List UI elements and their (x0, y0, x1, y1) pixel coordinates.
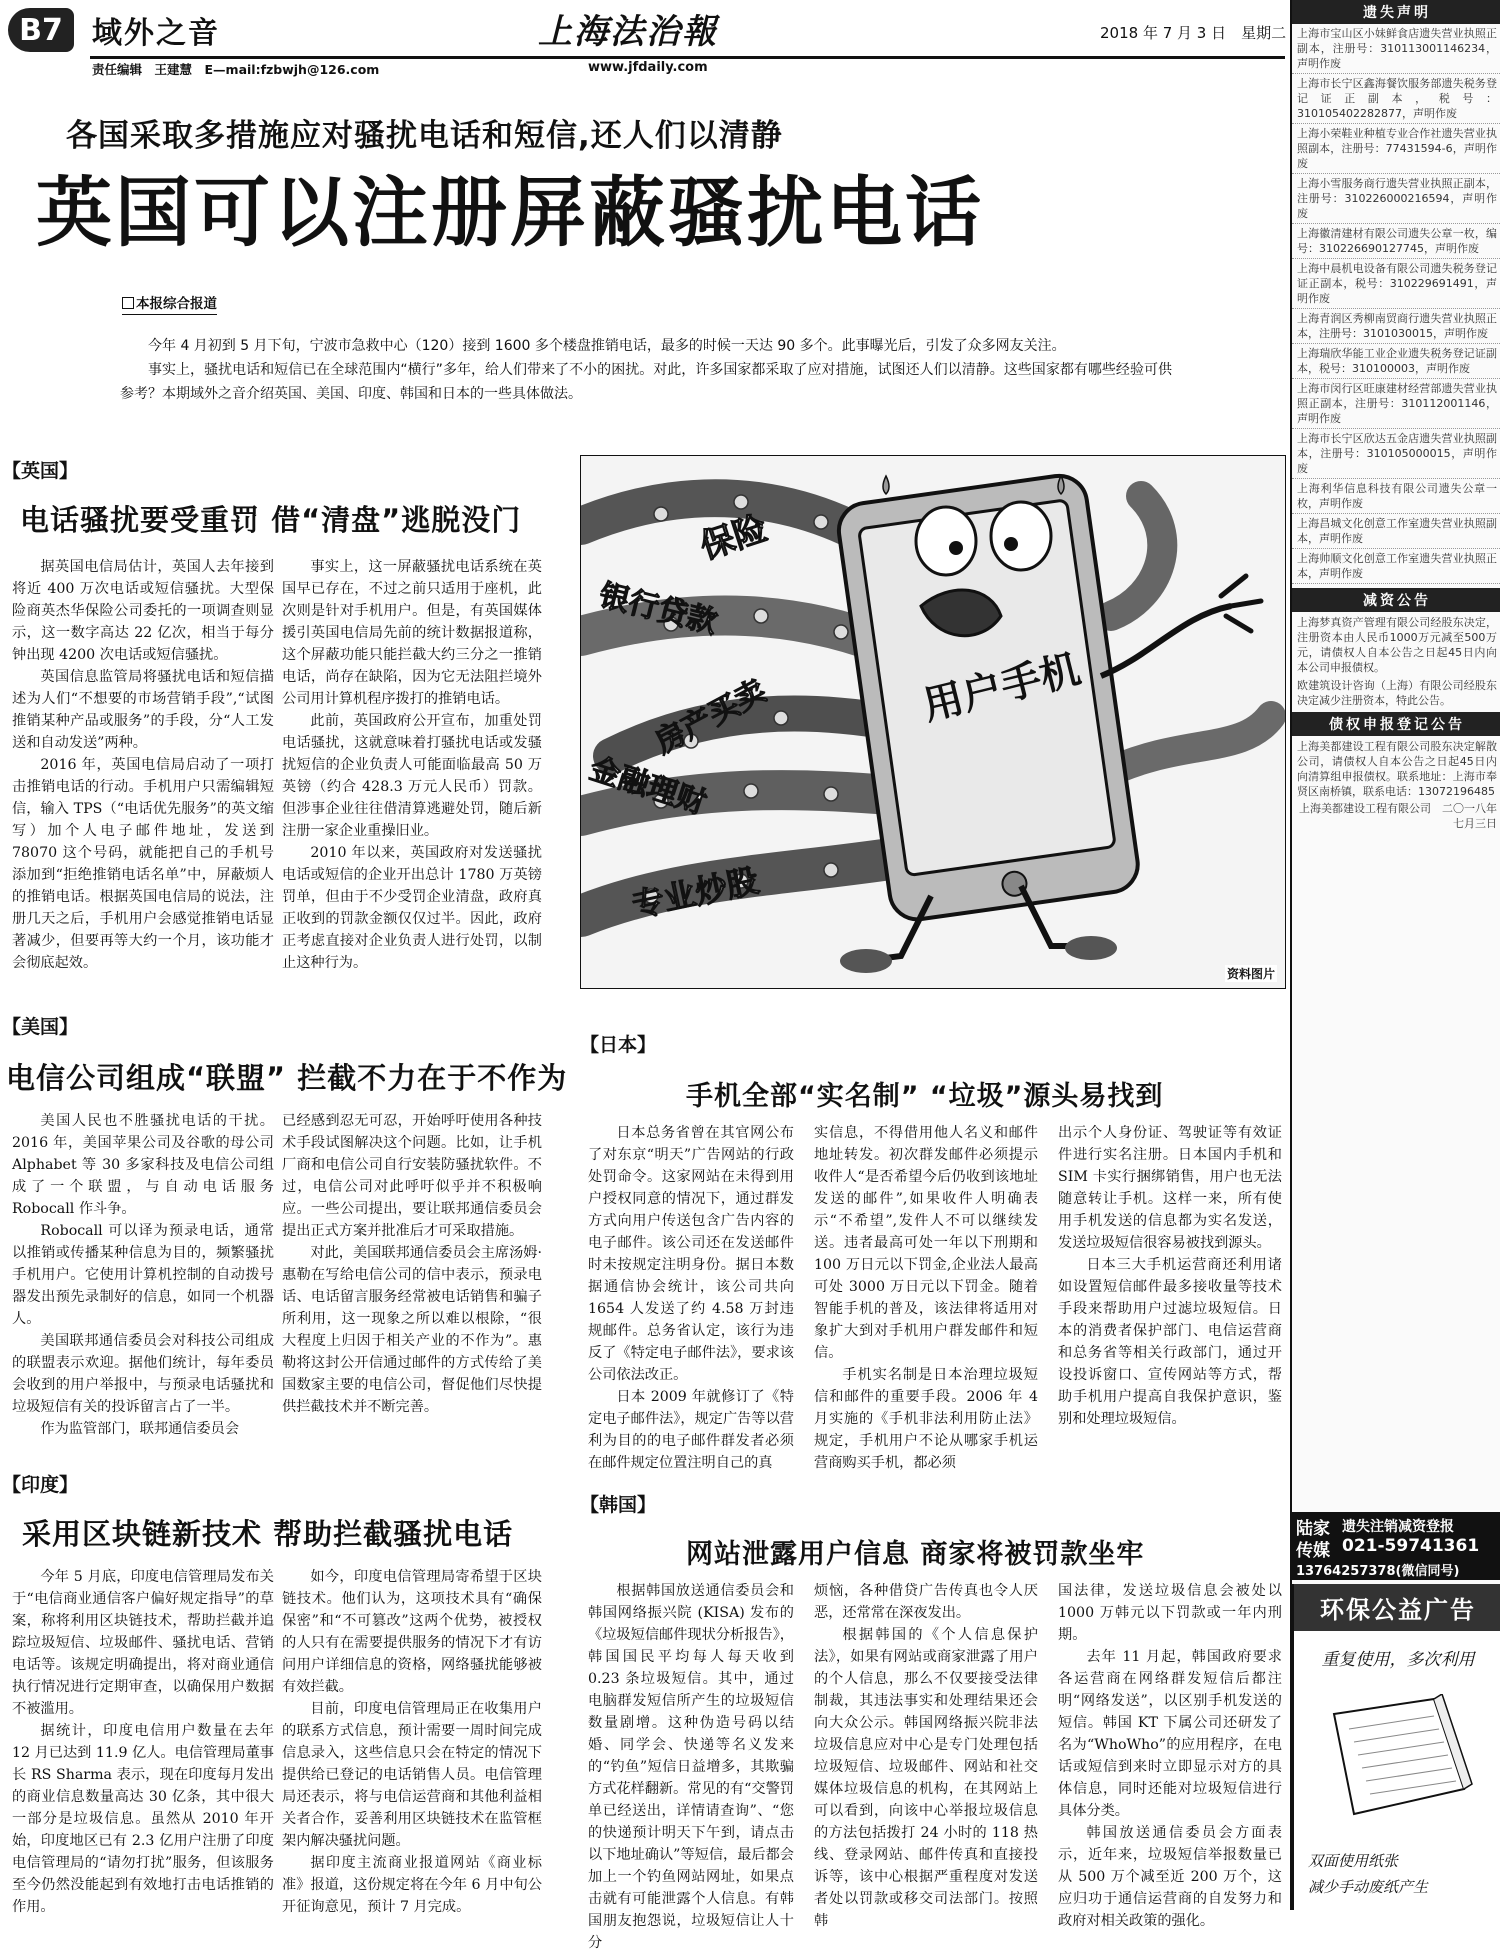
japan-headline: 手机全部“实名制” “垃圾”源头易找到 (686, 1081, 1164, 1112)
contact-title: 遗失注销减资登报 (1342, 1519, 1454, 1535)
uk-column-1 (12, 556, 274, 974)
section-tag-korea: 【韩国】 (580, 1494, 657, 1516)
paragraph: 日本三大手机运营商还利用诸如设置短信邮件最多接收量等技术手段来帮助用户过滤垃圾短信。日本的消费者保护部门、电信运营商和总务省等相关行政部门，通过开设投诉窗口、宣传网站等方式，帮助手机用户提高自我保护意识，鉴别和处理垃圾短信。 (1058, 1257, 1282, 1427)
section-tag-japan: 【日本】 (580, 1034, 657, 1056)
paragraph: 据英国电信局估计，英国人去年接到将近 400 万次电话或短信骚扰。大型保险商英杰华保险公司委托的一项调查则显示，这一数字高达 22 亿次，相当于每分钟出现 4200 次电话或短信骚扰。 (12, 559, 274, 663)
notice-item: 上海徽清建材有限公司遗失公章一枚，编号：310226690127745，声明作废 (1292, 224, 1500, 259)
byline-box-icon (122, 297, 134, 309)
eco-ad-line: 减少手动废纸产生 (1308, 1878, 1429, 1896)
us-column-1 (12, 1110, 274, 1440)
paragraph: 烦恼，各种借贷广告传真也令人厌恶，还常常在深夜发出。 (814, 1583, 1038, 1621)
section-tag-uk: 【英国】 (2, 460, 79, 482)
paragraph: 如今，印度电信管理局寄希望于区块链技术。他们认为，这项技术具有“确保保密”和“不可篡改”这两个优势，被授权的人只有在需要提供服务的情况下才有访问用户详细信息的资格，网络骚扰能够被有效拦截。 (282, 1569, 542, 1695)
india-headline: 采用区块链新技术 帮助拦截骚扰电话 (22, 1517, 514, 1551)
paragraph: 根据韩国的《个人信息保护法》，如果有网站或商家泄露了用户的个人信息，那么不仅要接受法律制裁，其违法事实和处理结果还会向大众公示。韩国网络振兴院非法垃圾信息应对中心是专门处理包括垃圾短信、垃圾邮件、网站和社交媒体垃圾信息的机构，在其网站上可以看到，向该中心举报垃圾信息的方法包括拨打 24 小时的 118 热线、登录网站、邮件传真和直接投诉等，该中心根据严重程度对发送者处以罚款或移交司法部门。按照韩 (814, 1627, 1038, 1929)
paragraph: 已经感到忍无可忍，开始呼吁使用各种技术手段试图解决这个问题。比如，让手机厂商和电信公司自行安装防骚扰软件。不过，电信公司对此呼吁似乎并不积极响应。一些公司提出，要让联邦通信委员会提出正式方案并批准后才可采取措施。 (282, 1113, 542, 1239)
paragraph: 英国信息监管局将骚扰电话和短信描述为人们“不想要的市场营销手段”,“试图推销某种产品或服务”的手段，分“人工发送和自动发送”两种。 (12, 669, 274, 751)
korea-column-3 (1058, 1580, 1282, 1932)
uk-column-2 (282, 556, 542, 974)
editor-credit: 责任编辑 王建慧 E—mail:fzbwjh@126.com (92, 62, 380, 77)
article-lead (120, 334, 1172, 406)
debt-notice-header: 债权申报登记公告 (1292, 712, 1500, 736)
eco-ad (1292, 1584, 1500, 1910)
lead-paragraph: 事实上，骚扰电话和短信已在全球范围内“横行”多年，给人们带来了不小的困扰。对此，许多国家都采取了应对措施，试图还人们以清静。这些国家都有哪些经验可供参考？本期域外之音介绍英国、美国、印度、韩国和日本的一些具体做法。 (120, 362, 1172, 402)
paragraph: 实信息，不得借用他人名义和邮件地址转发。初次群发邮件必须提示收件人“是否希望今后仍收到该地址发送的邮件”,如果收件人明确表示“不希望”,发件人不可以继续发送。违者最高可处一年以下刑期和 100 万日元以下罚金,企业法人最高可处 3000 万日元以下罚金。随着智能手机的普及，该法律将适用对象扩大到对手机用户群发邮件和短信。 (814, 1125, 1038, 1361)
article-kicker: 各国采取多措施应对骚扰电话和短信,还人们以清静 (66, 118, 783, 154)
paragraph: 此前，英国政府公开宣布，加重处罚电话骚扰，这就意味着打骚扰电话或发骚扰短信的企业负责人可能面临最高 50 万英镑（约合 428.3 万元人民币）罚款。但涉事企业往往借清算逃避处罚，随后新注册一家企业重操旧业。 (282, 713, 542, 839)
capital-reduction-header: 减资公告 (1292, 588, 1500, 612)
notice-text: 上海美都建设工程有限公司股东决定解散公司，请债权人自本公告之日起45日内向清算组申报债权。联系地址：上海市奉贤区南桥镇，联系电话：13072196485 (1297, 740, 1497, 798)
header-rule (90, 56, 1285, 59)
us-column-2 (282, 1110, 542, 1418)
paragraph: 日本总务省曾在其官网公布了对东京“明天”广告网站的行政处罚命令。这家网站在未得到用户授权同意的情况下，通过群发方式向用户传送包含广告内容的电子邮件。该公司还在发送邮件时未按规定注明身份。据日本数据通信协会统计，该公司共向 1654 人发送了约 4.58 万封违规邮件。总务省认定，该行为违反了《特定电子邮件法》，要求该公司依法改正。 (588, 1125, 794, 1383)
india-column-1 (12, 1566, 274, 1918)
paragraph: 去年 11 月起，韩国政府要求各运营商在网络群发短信后都注明“网络发送”，以区别手机发送的短信。韩国 KT 下属公司还研发了名为“WhoWho”的应用程序，在电话或短信到来时立即显示对方的具体信息，同时还能对垃圾短信进行具体分类。 (1058, 1649, 1282, 1819)
japan-column-3 (1058, 1122, 1282, 1430)
paragraph: 目前，印度电信管理局正在收集用户的联系方式信息，预计需要一周时间完成信息录入，这些信息只会在特定的情况下提供给已登记的电话销售人员。电信管理局还表示，将与电信运营商和其他利益相关者合作，妥善利用区块链技术在监管框架内解决骚扰问题。 (282, 1701, 542, 1849)
notice-item: 上海青润区秀柳南贸商行遗失营业执照正本，注册号：3101030015，声明作废 (1292, 309, 1500, 344)
paragraph: 2010 年以来，英国政府对发送骚扰电话或短信的企业开出总计 1780 万英镑罚单，但由于不少受罚企业清盘，政府真正收到的罚款金额仅仅过半。因此，政府正考虑直接对企业负责人进行处罚，以制止这种行为。 (282, 845, 542, 971)
notice-item: 上海市长宁区鑫海餐饮服务部遗失税务登记证正副本，税号：310105402282877，声明作废 (1292, 74, 1500, 124)
notice-signature: 上海美都建设工程有限公司 二〇一八年七月三日 (1299, 802, 1497, 830)
cartoon-phone-label: 用户手机 (918, 646, 1086, 730)
page-number-badge: B7 (8, 8, 74, 52)
notice-item: 上海瑞欣华能工业企业遗失税务登记证副本，税号：310100003，声明作废 (1292, 344, 1500, 379)
notice-item: 上海市宝山区小妹鲜食店遗失营业执照正副本，注册号：310113001146234，声明作废 (1292, 24, 1500, 74)
paragraph: 国法律，发送垃圾信息会被处以 1000 万韩元以下罚款或一年内刑期。 (1058, 1583, 1282, 1643)
notice-item: 上海市长宁区欣达五金店遗失营业执照副本，注册号：310105000015，声明作废 (1292, 429, 1500, 479)
cartoon-label: 银行贷款 (595, 577, 721, 641)
notice-item: 上海利华信息科技有限公司遗失公章一枚，声明作废 (1292, 479, 1500, 514)
section-title: 域外之音 (92, 16, 220, 51)
issue-date: 2018 年 7 月 3 日 星期二 (1100, 24, 1287, 42)
contact-box (1292, 1512, 1500, 1580)
notice-text: 上海梦真资产管理有限公司经股东决定，注册资本由人民币1000万元减至500万元，请债权人自本公告之日起45日内向本公司申报债权。 (1297, 616, 1497, 674)
paragraph: 2016 年，英国电信局启动了一项打击推销电话的行动。手机用户只需编辑短信，输入 TPS（“电话优先服务”的英文缩写）加个人电子邮件地址，发送到 78070 这个号码，就能把自己的手机号添加到“拒绝推销电话名单”中，屏蔽烦人的推销电话。根据英国电信局的说法，注册几天之后，手机用户会感觉推销电话显著减少，但要再等大约一个月，该功能才会彻底起效。 (12, 757, 274, 971)
paragraph: 作为监管部门，联邦通信委员会 (40, 1421, 240, 1437)
notice-text: 欧建筑设计咨询（上海）有限公司经股东决定减少注册资本，特此公告。 (1297, 679, 1497, 707)
cartoon-label: 金融理财 (585, 751, 711, 822)
cartoon-label: 专业炒股 (628, 861, 762, 925)
notice-item: 上海市闵行区旺康建材经营部遗失营业执照正副本，注册号：310112001146，声明作废 (1292, 379, 1500, 429)
article-title: 英国可以注册屏蔽骚扰电话 (36, 168, 984, 257)
india-column-2 (282, 1566, 542, 1918)
contact-mobile: 13764257378(微信同号) (1296, 1564, 1460, 1579)
korea-column-1 (588, 1580, 794, 1954)
paragraph: 美国人民也不胜骚扰电话的干扰。2016 年，美国苹果公司及谷歌的母公司 Alphabet 等 30 多家科技及电信公司组成了一个联盟，与自动电话服务 Robocall 作斗争。 (12, 1113, 274, 1217)
notice-item: 上海小雪服务商行遗失营业执照正副本，注册号：310226000216594，声明作废 (1292, 174, 1500, 224)
image-credit: 资料图片 (1226, 967, 1275, 981)
notice-item: 上海小荣鞋业种植专业合作社遗失营业执照副本，注册号：77431594-6，声明作废 (1292, 124, 1500, 174)
section-tag-india: 【印度】 (2, 1474, 79, 1496)
byline-text: 本报综合报道 (136, 296, 217, 312)
korea-headline: 网站泄露用户信息 商家将被罚款坐牢 (686, 1539, 1145, 1570)
contact-label: 陆家 传媒 (1296, 1519, 1330, 1561)
paragraph: 今年 5 月底，印度电信管理局发布关于“电信商业通信客户偏好规定指导”的草案，称将利用区块链技术，帮助拦截并追踪垃圾短信、垃圾邮件、骚扰电话、营销电话等。该规定明确提出，将对商业通信执行情况进行定期审查，以确保用户数据不被滥用。 (12, 1569, 274, 1717)
paragraph: 据印度主流商业报道网站《商业标准》报道，这份规定将在今年 6 月中旬公开征询意见，预计 7 月完成。 (282, 1855, 542, 1915)
paragraph: 手机实名制是日本治理垃圾短信和邮件的重要手段。2006 年 4 月实施的《手机非法利用防止法》规定，手机用户不论从哪家手机运营商购买手机，都必须 (814, 1367, 1038, 1471)
notice-item: 上海昌城文化创意工作室遗失营业执照副本，声明作废 (1292, 514, 1500, 549)
section-tag-us: 【美国】 (2, 1016, 79, 1038)
notice-item: 上海帅顺文化创意工作室遗失营业执照正本，声明作废 (1292, 549, 1500, 584)
cartoon-label: 房产买卖 (649, 673, 772, 761)
website-url: www.jfdaily.com (588, 60, 708, 75)
cartoon-label: 保险 (695, 508, 773, 568)
page-header (0, 0, 1290, 68)
eco-ad-title: 环保公益广告 (1294, 1584, 1500, 1631)
cartoon-illustration (580, 455, 1286, 989)
contact-phone: 021-59741361 (1342, 1536, 1480, 1556)
paper-sheet-icon (1324, 1694, 1474, 1824)
paragraph: 据统计，印度电信用户数量在去年 12 月已达到 11.9 亿人。电信管理局董事长 RS Sharma 表示，现在印度每月发出的商业信息数量高达 30 亿条，其中很大一部分是垃圾信息。虽然从 2010 年开始，印度地区已有 2.3 亿用户注册了印度电信管理局的“请勿打扰”服务，但该服务至今仍然没能起到有效地打击电话推销的作用。 (12, 1723, 274, 1915)
paragraph: 出示个人身份证、驾驶证等有效证件进行实名注册。日本国内手机和 SIM 卡实行捆绑销售，用户也无法随意转让手机。这样一来，所有使用手机发送的信息都为实名发送，发送垃圾短信很容易被找到源头。 (1058, 1125, 1282, 1251)
paragraph: 根据韩国放送通信委员会和韩国网络振兴院 (KISA) 发布的《垃圾短信邮件现状分析报告》，韩国国民平均每人每天收到 0.23 条垃圾短信。其中，通过电脑群发短信所产生的垃圾短信数量剧增。这种伪造号码以结婚、同学会、快递等名义发来的“钓鱼”短信日益增多，其欺骗方式花样翻新。常见的有“交警罚单已经送出，详情请查询”、“您的快递预计明天下午到，请点击以下地址确认”等短信，最后都会加上一个钓鱼网站网址，如果点击就有可能泄露个人信息。有韩国朋友抱怨说，垃圾短信让人十分 (588, 1583, 794, 1951)
us-headline: 电信公司组成“联盟” 拦截不力在于不作为 (6, 1061, 568, 1095)
eco-ad-slogan: 重复使用，多次利用 (1321, 1650, 1475, 1670)
notice-list (1292, 24, 1500, 584)
paragraph: 美国联邦通信委员会对科技公司组成的联盟表示欢迎。据他们统计，每年委员会收到的用户举报中，与预录电话骚扰和垃圾短信有关的投诉留言占了一半。 (12, 1333, 274, 1415)
classifieds-header: 遗失声明 (1292, 0, 1500, 24)
notice-item: 上海中晨机电设备有限公司遗失税务登记证正副本，税号：310229691491，声明作废 (1292, 259, 1500, 309)
byline (122, 292, 217, 315)
uk-headline: 电话骚扰要受重罚 借“清盘”逃脱没门 (20, 503, 522, 537)
paragraph: 对此，美国联邦通信委员会主席汤姆·惠勒在写给电信公司的信中表示，预录电话、电话留言服务经常被电话销售和骗子所利用，这一现象之所以难以根除，“很大程度上归因于相关产业的不作为”。惠勒将这封公开信通过邮件的方式传给了美国数家主要的电信公司，督促他们尽快提供拦截技术并不断完善。 (282, 1245, 542, 1415)
japan-column-1 (588, 1122, 794, 1474)
masthead-logo: 上海法治報 (538, 12, 718, 52)
paragraph: 韩国放送通信委员会方面表示，近年来，垃圾短信举报数量已从 500 万个减至近 200 万个，这应归功于通信运营商的自发努力和政府对相关政策的强化。 (1058, 1825, 1282, 1929)
paragraph: 事实上，这一屏蔽骚扰电话系统在英国早已存在，不过之前只适用于座机，此次则是针对手机用户。但是，有英国媒体援引英国电信局先前的统计数据报道称，这个屏蔽功能只能拦截大约三分之一推销电话，尚存在缺陷，因为它无法阻拦境外公司用计算机程序拨打的推销电话。 (282, 559, 542, 707)
korea-column-2 (814, 1580, 1038, 1932)
eco-ad-line: 双面使用纸张 (1308, 1852, 1399, 1870)
paragraph: Robocall 可以译为预录电话，通常以推销或传播某种信息为目的，频繁骚扰手机用户。它使用计算机控制的自动拨号器发出预先录制好的信息，如同一个机器人。 (12, 1223, 274, 1327)
lead-paragraph: 今年 4 月初到 5 月下旬，宁波市急救中心（120）接到 1600 多个楼盘推销电话，最多的时候一天达 90 多个。此事曝光后，引发了众多网友关注。 (148, 338, 1066, 354)
paragraph: 日本 2009 年就修订了《特定电子邮件法》，规定广告等以营利为目的的电子邮件群发者必须在邮件规定位置注明自己的真 (588, 1389, 794, 1471)
japan-column-2 (814, 1122, 1038, 1474)
